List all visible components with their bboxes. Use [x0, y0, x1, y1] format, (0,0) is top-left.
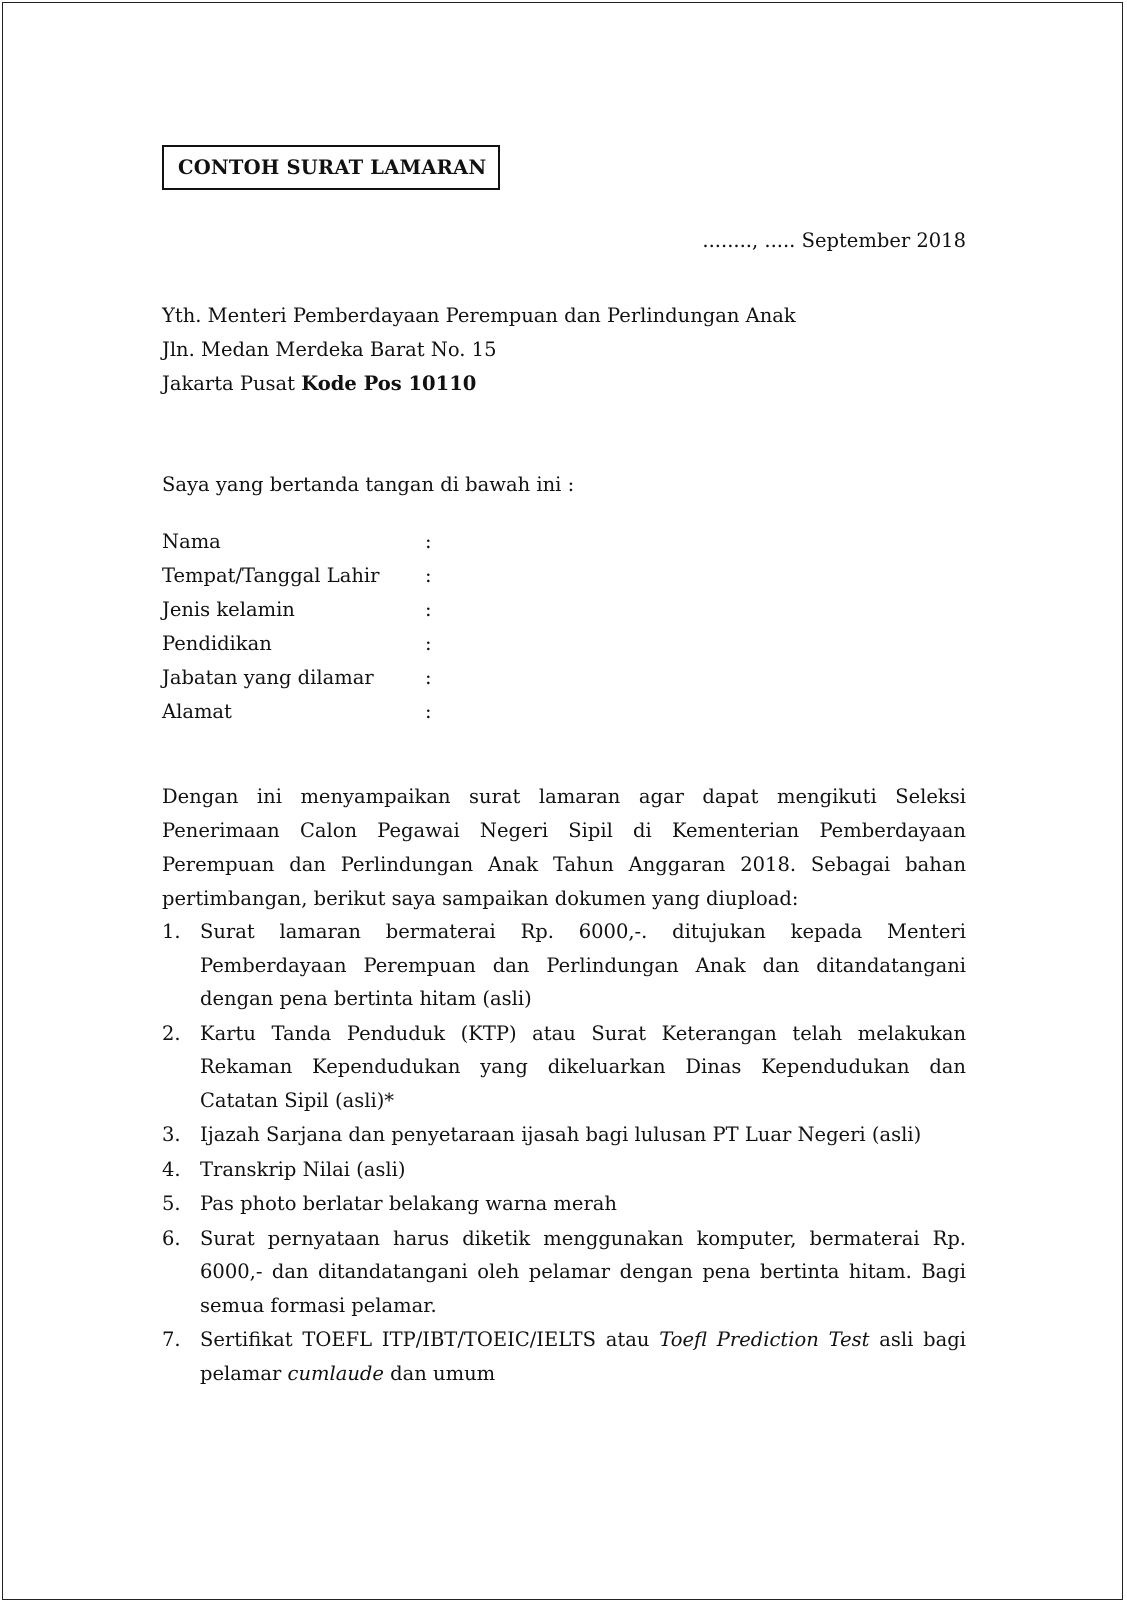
list-item-number: 1. — [162, 920, 181, 943]
list-item — [162, 1017, 966, 1118]
field-label-jenis-kelamin: Jenis kelamin — [162, 598, 295, 621]
list-item-text: Pas photo berlatar belakang warna merah — [200, 1192, 617, 1215]
list-item — [162, 915, 966, 1016]
recipient-line-3 — [162, 372, 476, 395]
field-label-tempat-tanggal-lahir: Tempat/Tanggal Lahir — [162, 564, 380, 587]
document-title: CONTOH SURAT LAMARAN — [178, 156, 487, 179]
item-text-part: asli bagi pelamar — [200, 1328, 966, 1385]
date-line: ........, ..... September 2018 — [702, 229, 966, 252]
field-label-pendidikan: Pendidikan — [162, 632, 272, 655]
intro-text: Saya yang bertanda tangan di bawah ini : — [162, 473, 575, 496]
list-item-text: Kartu Tanda Penduduk (KTP) atau Surat Keterangan telah melakukan Rekaman Kependudukan yang dikeluarkan Dinas Kependudukan dan Catatan Sipil (asli)* — [200, 1021, 966, 1112]
recipient-line-2: Jln. Medan Merdeka Barat No. 15 — [162, 338, 497, 361]
list-item — [162, 1187, 966, 1221]
list-item-number: 3. — [162, 1123, 181, 1146]
field-colon: : — [425, 700, 432, 723]
document-list — [162, 915, 966, 1391]
list-item — [162, 1118, 966, 1152]
list-item — [162, 1153, 966, 1187]
item-text-italic: cumlaude — [287, 1361, 384, 1385]
body-paragraph: Dengan ini menyampaikan surat lamaran agar dapat mengikuti Seleksi Penerimaan Calon Pegawai Negeri Sipil di Kementerian Pemberdayaan Perempuan dan Perlindungan Anak Tahun Anggaran 2018. Sebagai bahan pertimbangan, berikut saya sampaikan dokumen yang diupload: — [162, 785, 966, 910]
field-label-alamat: Alamat — [162, 700, 232, 723]
list-item-number: 4. — [162, 1157, 181, 1181]
item-text-part: dan umum — [390, 1361, 496, 1385]
list-item — [162, 1222, 966, 1323]
item-text-part: Sertifikat TOEFL ITP/IBT/TOEIC/IELTS atau — [200, 1328, 650, 1351]
list-item-number: 2. — [162, 1021, 181, 1045]
field-colon: : — [425, 564, 432, 587]
list-item-number: 7. — [162, 1328, 181, 1351]
list-item-text: Surat pernyataan harus diketik menggunakan komputer, bermaterai Rp. 6000,- dan ditandatangani oleh pelamar dengan pena bertinta hitam. Bagi semua formasi pelamar. — [200, 1226, 966, 1317]
field-colon: : — [425, 598, 432, 621]
list-item-text: Transkrip Nilai (asli) — [200, 1157, 406, 1181]
list-item-text: Surat lamaran bermaterai Rp. 6000,-. ditujukan kepada Menteri Pemberdayaan Perempuan dan Perlindungan Anak dan ditandatangani dengan pena bertinta hitam (asli) — [200, 920, 966, 1010]
list-item — [162, 1323, 966, 1390]
recipient-postal-code: Kode Pos 10110 — [301, 372, 477, 395]
item-text-italic: Toefl Prediction Test — [659, 1328, 870, 1351]
field-colon: : — [425, 666, 432, 689]
list-item-text — [200, 1323, 966, 1390]
list-item-number: 6. — [162, 1226, 181, 1250]
list-item-number: 5. — [162, 1192, 181, 1215]
recipient-city: Jakarta Pusat — [162, 372, 296, 395]
document-title-box — [162, 145, 500, 190]
field-colon: : — [425, 632, 432, 655]
list-item-text: Ijazah Sarjana dan penyetaraan ijasah bagi lulusan PT Luar Negeri (asli) — [200, 1123, 922, 1146]
field-colon: : — [425, 530, 432, 553]
field-label-jabatan: Jabatan yang dilamar — [162, 666, 374, 689]
recipient-line-1: Yth. Menteri Pemberdayaan Perempuan dan Perlindungan Anak — [162, 304, 796, 327]
field-label-nama: Nama — [162, 530, 221, 553]
